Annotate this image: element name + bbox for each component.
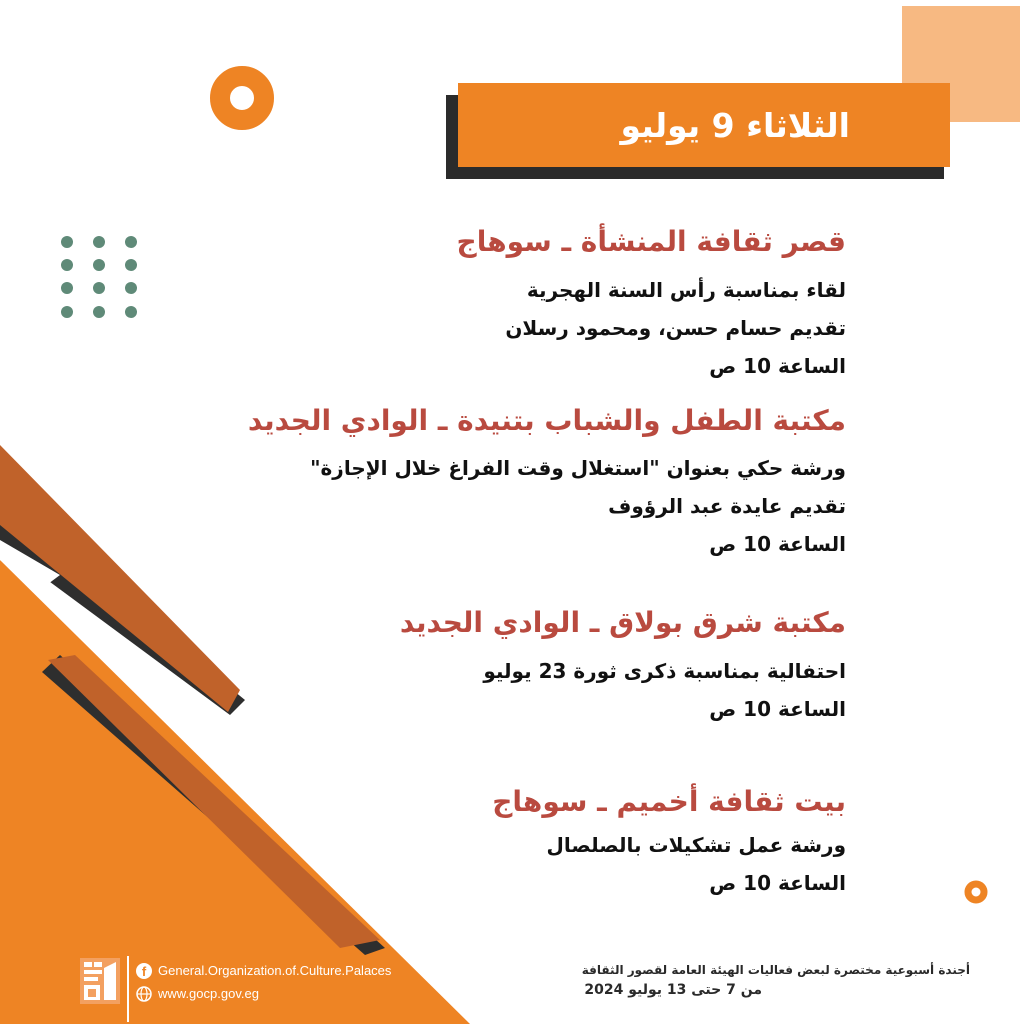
event-3-time: الساعة 10 ص: [709, 697, 846, 721]
event-2-time: الساعة 10 ص: [709, 532, 846, 556]
event-2-line-2: تقديم عايدة عبد الرؤوف: [608, 494, 846, 518]
agenda-description: أجندة أسبوعية مختصرة لبعض فعاليات الهيئة العامة لقصور الثقافة: [581, 963, 970, 977]
event-1-time: الساعة 10 ص: [709, 354, 846, 378]
facebook-page: General.Organization.of.Culture.Palaces: [158, 963, 392, 978]
event-4-line-1: ورشة عمل تشكيلات بالصلصال: [546, 833, 846, 857]
event-venue-4: بيت ثقافة أخميم ـ سوهاج: [492, 785, 846, 818]
footer-divider: [127, 956, 129, 1022]
globe-icon: [136, 986, 152, 1002]
event-3-line-1: احتفالية بمناسبة ذكرى ثورة 23 يوليو: [483, 659, 846, 683]
event-venue-3: مكتبة شرق بولاق ـ الوادي الجديد: [399, 606, 846, 639]
agenda-dates: من 7 حتى 13 يوليو 2024: [584, 982, 762, 998]
website-link[interactable]: www.gocp.gov.eg: [158, 986, 259, 1001]
header-bar: [458, 83, 950, 167]
page-title: الثلاثاء 9 يوليو: [620, 105, 850, 145]
event-1-line-2: تقديم حسام حسن، ومحمود رسلان: [505, 316, 846, 340]
event-venue-1: قصر ثقافة المنشأة ـ سوهاج: [456, 225, 846, 258]
orange-ring-top: [220, 76, 264, 120]
event-venue-2: مكتبة الطفل والشباب بتنيدة ـ الوادي الجديد: [247, 404, 846, 437]
facebook-icon: f: [136, 963, 152, 979]
logo-icon: [80, 958, 120, 1004]
orange-ring-bottom: [968, 884, 984, 900]
event-4-time: الساعة 10 ص: [709, 871, 846, 895]
event-1-line-1: لقاء بمناسبة رأس السنة الهجرية: [526, 278, 846, 302]
event-2-line-1: ورشة حكي بعنوان "استغلال وقت الفراغ خلال الإجازة": [310, 456, 846, 480]
